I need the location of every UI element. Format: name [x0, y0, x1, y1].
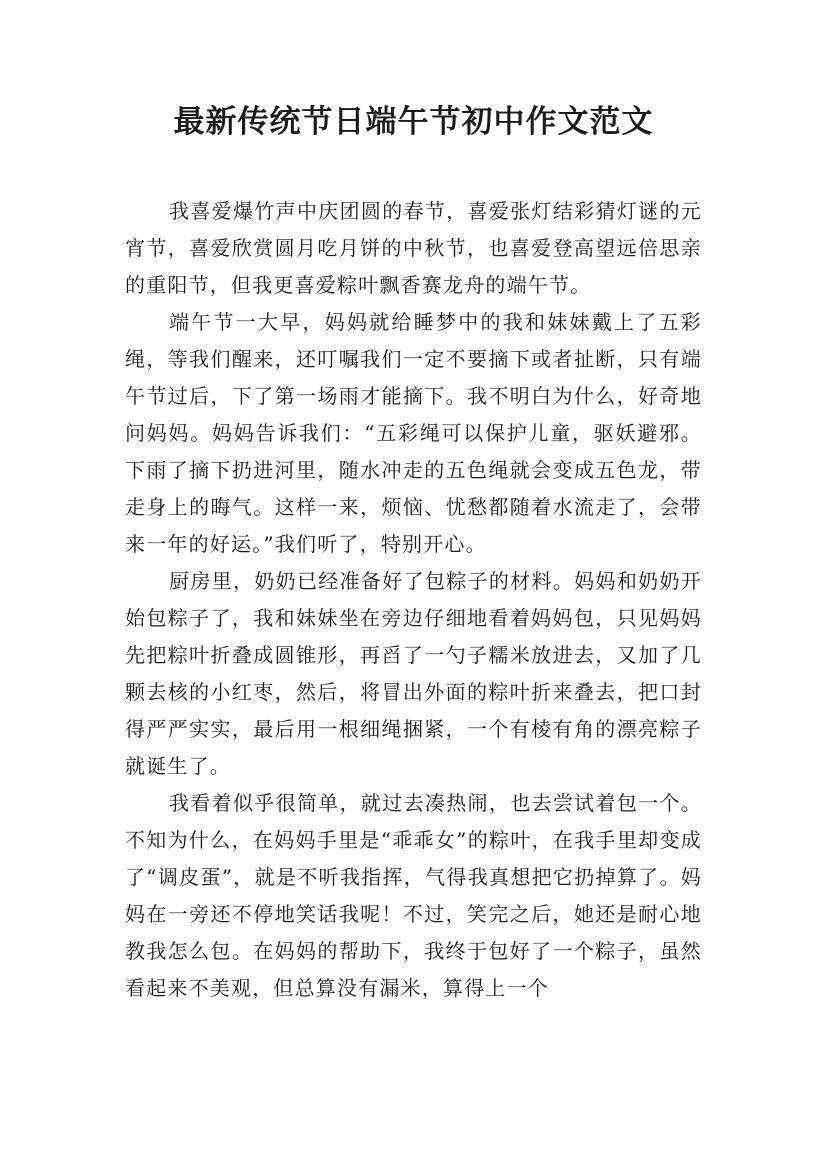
page-title: 最新传统节日端午节初中作文范文	[173, 104, 654, 140]
paragraph-1: 我喜爱爆竹声中庆团圆的春节，喜爱张灯结彩猜灯谜的元宵节，喜爱欣赏圆月吃月饼的中秋节，也喜爱登高望远倍思亲的重阳节，但我更喜爱粽叶飘香赛龙舟的端午节。	[125, 199, 702, 297]
paragraph-4: 我看着似乎很简单，就过去凑热闹，也去尝试着包一个。不知为什么，在妈妈手里是“乖乖女”的粽叶，在我手里却变成了“调皮蛋”，就是不听我指挥，气得我真想把它扔掉算了。妈妈在一旁还不停地笑话我呢！不过，笑完之后，她还是耐心地教我怎么包。在妈妈的帮助下，我终于包好了一个粽子，虽然看起来不美观，但总算没有漏米，算得上一个	[125, 791, 702, 1000]
article-body	[125, 193, 702, 1007]
paragraph-2: 端午节一大早，妈妈就给睡梦中的我和妹妹戴上了五彩绳，等我们醒来，还叮嘱我们一定不要摘下或者扯断，只有端午节过后，下了第一场雨才能摘下。我不明白为什么，好奇地问妈妈。妈妈告诉我们：“五彩绳可以保护儿童，驱妖避邪。下雨了摘下扔进河里，随水冲走的五色绳就会变成五色龙，带走身上的晦气。这样一来，烦恼、忧愁都随着水流走了，会带来一年的好运。”我们听了，特别开心。	[125, 310, 702, 556]
paragraph-3: 厨房里，奶奶已经准备好了包粽子的材料。妈妈和奶奶开始包粽子了，我和妹妹坐在旁边仔细地看着妈妈包，只见妈妈先把粽叶折叠成圆锥形，再舀了一勺子糯米放进去，又加了几颗去核的小红枣，然后，将冒出外面的粽叶折来叠去，把口封得严严实实，最后用一根细绳捆紧，一个有棱有角的漂亮粽子就诞生了。	[125, 569, 702, 778]
